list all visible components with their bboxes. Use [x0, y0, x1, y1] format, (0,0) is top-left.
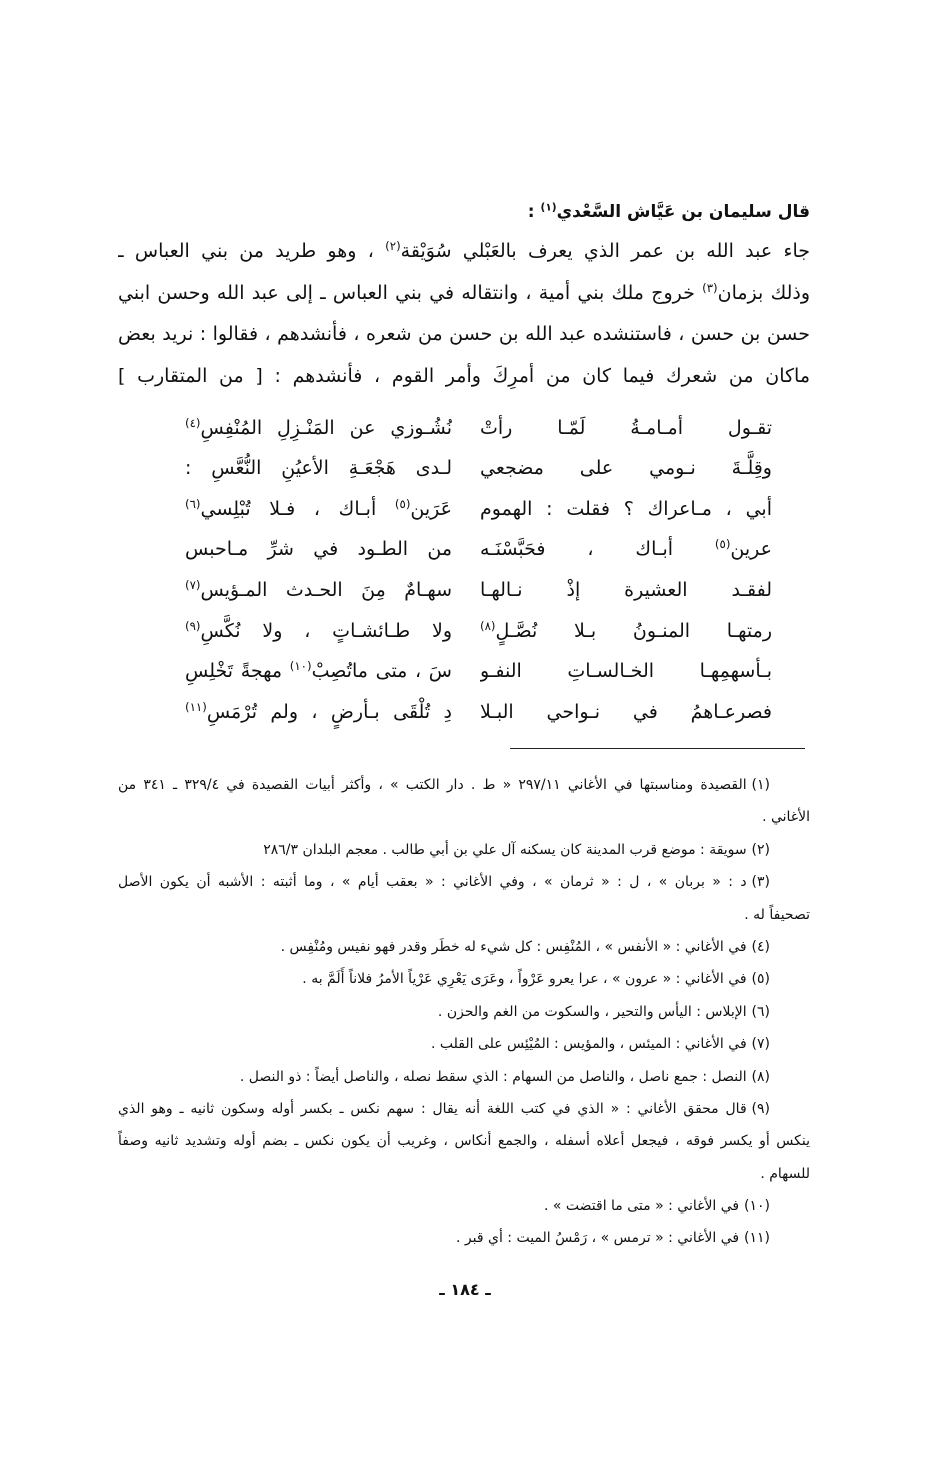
footnote-line: [118, 996, 810, 1028]
text-run: تقـول أمـامـةُ لَمّـا رأتْ: [480, 416, 772, 439]
text-run: خروج ملك بني أمية ، وانتقاله في بني العباس ـ إلى عبد الله وحسن ابني: [118, 281, 703, 304]
footnote-number: (١): [751, 777, 771, 793]
verse-first-hemistich: [480, 611, 772, 652]
footnote-line: [118, 801, 810, 833]
verse-second-hemistich: [185, 611, 452, 652]
footnote: [118, 996, 810, 1028]
footnotes: [118, 769, 810, 1255]
verse-first-hemistich: [480, 408, 772, 449]
footnote-ref: (١١): [185, 699, 207, 714]
footnote-text: في الأغاني : الميئس ، والمؤيس : المُيْئِس على القلب .: [430, 1036, 747, 1053]
footnote-ref: (١٠): [289, 659, 312, 674]
verse: [185, 408, 772, 449]
footnote-ref: (٥): [394, 496, 411, 511]
text-run: نُشُـوزي عن المَنْـزِلِ المُنْفِسِ: [200, 416, 452, 439]
footnote-ref: (٣): [702, 280, 718, 295]
footnote-line: [118, 1125, 810, 1157]
text-run: لفقـد العشيرة إذْ نـالهـا: [480, 579, 772, 602]
footnote-line: [118, 1190, 810, 1222]
footnote: [118, 1222, 810, 1254]
text-run: حسن بن حسن ، فاستنشده عبد الله بن حسن من شعره ، فأنشدهم ، فقالوا : نريد بعض: [118, 323, 810, 346]
verse: [185, 529, 772, 570]
text-run: سَ ، متى ماتُصِبْ: [311, 660, 452, 683]
text-run: ، وهو طريد من بني العباس ـ: [118, 240, 386, 262]
text-run: رمتهـا المنـونُ بـلا نُصَّـلٍ: [495, 619, 772, 642]
footnote-ref: (٤): [185, 415, 201, 430]
verse-first-hemistich: [480, 651, 772, 692]
footnote-ref: (٧): [185, 578, 201, 592]
footnote-text: الأغاني .: [762, 809, 810, 826]
verse-first-hemistich: [480, 448, 772, 489]
verse: [185, 448, 772, 489]
footnote-number: (١١): [744, 1230, 770, 1247]
footnote-text: سويقة : موضع قرب المدينة كان يسكنه آل علي بن أبي طالب . معجم البلدان ٢٨٦/٣: [263, 841, 747, 858]
footnote-text: النصل : جمع ناصل ، والناصل من السهام : الذي سقط نصله ، والناصل أيضاً : ذو النصل .: [239, 1068, 747, 1085]
verse-first-hemistich: [480, 692, 772, 733]
footnote-line: [118, 931, 810, 963]
footnote-text: ينكس أو يكسر فوقه ، فيجعل أعلاه أسفله ، والجمع أنكاس ، وغريب أن يكون نكس ـ بضم أوله وتشديد ثانيه وصفاً: [118, 1133, 810, 1150]
verse: [185, 611, 772, 652]
verse-second-hemistich: [185, 448, 452, 489]
footnote-line: [118, 834, 810, 866]
footnote: [118, 769, 810, 834]
text-run: أبـاك ، فـلا تُبْلِسي: [200, 497, 395, 520]
verse: [185, 489, 772, 530]
text-run: قال سليمان بن عَيَّاش السَّعْدي: [556, 202, 810, 222]
text-run: سهـامٌ مِنَ الحـدث المـؤيس: [200, 579, 452, 602]
text-run: أبي ، مـاعراك ؟ فقلت : الهموم: [480, 497, 772, 520]
verse: [185, 692, 772, 733]
footnote-ref: (١): [540, 201, 557, 214]
footnote-text: قال محقق الأغاني : « الذي في كتب اللغة أنه يقال : سهم نكس ـ بكسر أوله وسكون ثانيه ـ وهو الذي: [118, 1100, 747, 1117]
footnote: [118, 1028, 810, 1060]
footnote-line: [118, 1028, 810, 1060]
section-heading: [528, 198, 810, 226]
verse-second-hemistich: [185, 489, 452, 530]
footnote-number: (٩): [751, 1100, 770, 1117]
verse-second-hemistich: [185, 529, 452, 570]
text-run: ولا طـائشـاتٍ ، ولا نُكَّسِ: [200, 619, 452, 642]
intro-line: [118, 231, 810, 273]
text-run: دِ تُلْقَى بـأرضٍ ، ولم تُرْمَسِ: [206, 700, 452, 723]
verse-first-hemistich: [480, 529, 772, 570]
footnote: [118, 963, 810, 995]
footnote-number: (٣): [751, 874, 770, 891]
footnote-text: القصيدة ومناسبتها في الأغاني ٢٩٧/١١ « ط . دار الكتب » ، وأكثر أبيات القصيدة في ٣٢٩/٤ ـ ٣٤١ من: [118, 777, 747, 793]
verse: [185, 570, 772, 611]
intro-paragraph: [118, 231, 810, 398]
verse-second-hemistich: [185, 570, 452, 611]
footnote-ref: (٨): [480, 618, 496, 633]
footnote-ref: (٦): [185, 496, 201, 511]
footnote-line: [118, 963, 810, 995]
footnote: [118, 834, 810, 866]
intro-line: [118, 356, 810, 398]
verse-first-hemistich: [480, 489, 772, 530]
poem: [185, 408, 772, 733]
text-run: عرين: [730, 538, 772, 561]
text-run: بـأسهمِهـا الخـالسـاتِ النفـو: [480, 660, 772, 683]
footnote-text: تصحيفاً له .: [744, 906, 810, 923]
footnote-number: (٧): [751, 1036, 770, 1053]
footnote-number: (٤): [751, 938, 770, 955]
text-run: مهجةً تَخْلِسِ: [185, 660, 290, 683]
footnote-number: (٦): [751, 1003, 770, 1020]
text-run: لـدى هَجْعَـةِ الأعيُنِ النُّعَّسِ :: [185, 457, 452, 480]
footnote: [118, 1093, 810, 1190]
text-run: عَرَين: [410, 497, 452, 520]
verse-second-hemistich: [185, 408, 452, 449]
footnote: [118, 866, 810, 931]
intro-line: [118, 273, 810, 315]
footnote-line: [118, 769, 810, 801]
footnote-text: د : « بربان » ، ل : « ثرمان » ، وفي الأغاني : « بعقب أيام » ، وما أثبته : الأشبه أن يكون الأصل: [118, 874, 747, 891]
footnote-number: (٨): [751, 1068, 770, 1085]
footnote-text: في الأغاني : « عرون » ، عرا يعرو عَرْواً ، وعَرَى يَعْرِي عَرْياً الأمرُ فلاناً أَلَمَّ به .: [302, 971, 747, 988]
text-run: وقِلَّـةَ نـومي على مضجعي: [480, 457, 772, 480]
footnote-text: في الأغاني : « متى ما اقتضت » .: [543, 1198, 740, 1215]
intro-line: [118, 314, 810, 356]
footnote-text: في الأغاني : « الأنفس » ، المُنْفِس : كل شيء له خطَر وقدر فهو نفيس ومُنْفِس .: [280, 938, 747, 955]
footnote-number: (٥): [751, 971, 770, 988]
text-run: وذلك بزمان: [717, 281, 810, 304]
footnote-text: الإبلاس : اليأس والتحير ، والسكوت من الغم والحزن .: [437, 1003, 747, 1020]
verse-second-hemistich: [185, 692, 452, 733]
footnote-number: (١٠): [744, 1198, 770, 1215]
footnote-ref: (٩): [185, 618, 201, 633]
footnote-line: [118, 1222, 810, 1254]
text-run: أبـاك ، فحَبَّسْنَـه: [480, 538, 715, 561]
text-run: فصرعـاهمُ في نـواحي البـلا: [480, 700, 772, 723]
footnote-line: [118, 1061, 810, 1093]
page-number: ـ ١٨٤ ـ: [439, 1280, 491, 1299]
text-run: ماكان من شعرك فيما كان من أمرِكَ وأمر القوم ، فأنشدهم : [ من المتقارب ]: [118, 365, 810, 388]
footnote-ref: (٥): [714, 537, 731, 552]
footnote: [118, 931, 810, 963]
footnote-ref: (٢): [385, 238, 401, 253]
footnote-separator: [510, 748, 805, 749]
text-run: من الطـود في شرِّ مـاحبس: [185, 538, 452, 561]
footnote: [118, 1061, 810, 1093]
text-run: :: [527, 202, 541, 222]
footnote-text: في الأغاني : « ترمس » ، رَمْسُ الميت : أي قبر .: [456, 1230, 740, 1247]
footnote-line: [118, 866, 810, 898]
footnote-number: (٢): [751, 841, 770, 858]
verse-first-hemistich: [480, 570, 772, 611]
footnote-line: [118, 899, 810, 931]
verse: [185, 651, 772, 692]
footnote-line: [118, 1093, 810, 1125]
footnote-line: [118, 1158, 810, 1190]
footnote-text: للسهام .: [760, 1165, 810, 1182]
verse-second-hemistich: [185, 651, 452, 692]
footnote: [118, 1190, 810, 1222]
text-run: جاء عبد الله بن عمر الذي يعرف بالعَبْلي سُوَيْقة: [400, 240, 810, 262]
